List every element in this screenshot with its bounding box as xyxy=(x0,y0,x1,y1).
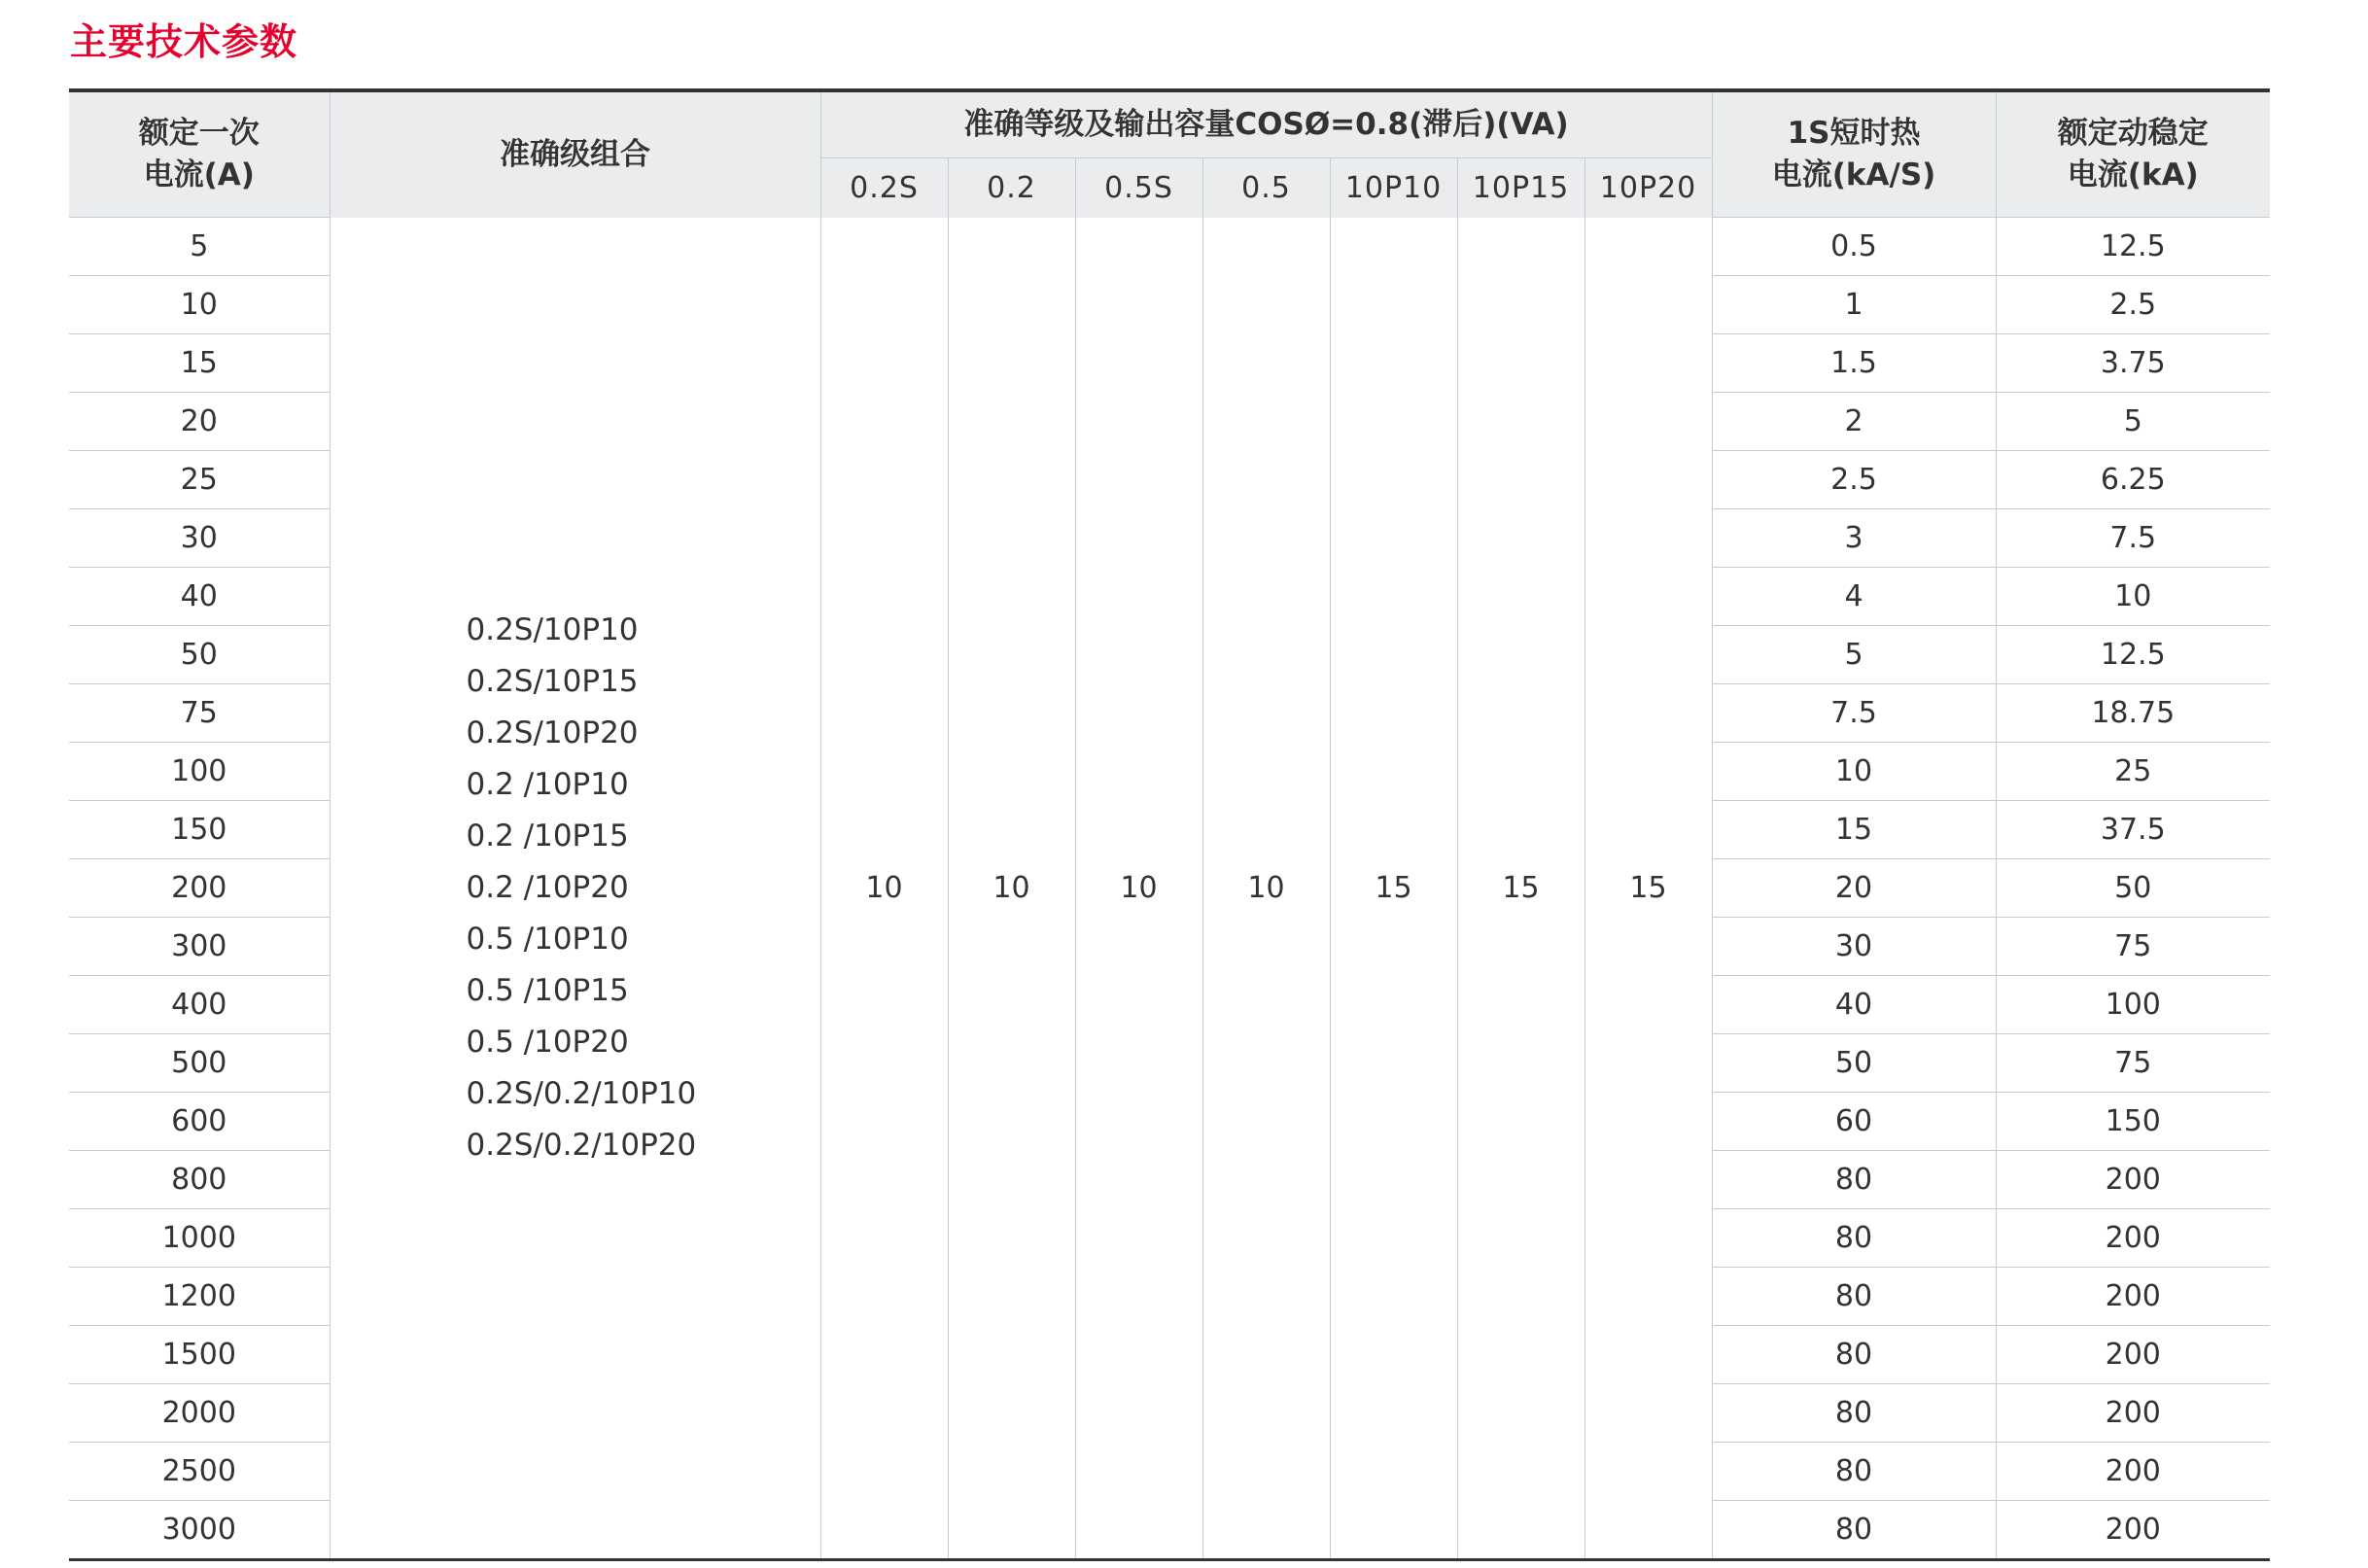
short-time-thermal-cell: 2.5 xyxy=(1712,451,1996,509)
output-capacity-cell: 10 xyxy=(1075,218,1202,1560)
short-time-thermal-cell: 1.5 xyxy=(1712,334,1996,393)
short-time-thermal-cell: 80 xyxy=(1712,1443,1996,1501)
rated-current-cell: 400 xyxy=(69,976,330,1034)
dynamic-stable-cell: 100 xyxy=(1996,976,2270,1034)
dynamic-stable-cell: 50 xyxy=(1996,859,2270,918)
dynamic-stable-cell: 18.75 xyxy=(1996,684,2270,743)
short-time-thermal-cell: 80 xyxy=(1712,1501,1996,1560)
short-time-thermal-cell: 80 xyxy=(1712,1209,1996,1268)
header-short-time-thermal-current: 1S短时热 电流(kA/S) xyxy=(1712,90,1996,218)
output-capacity-cell: 15 xyxy=(1584,218,1712,1560)
output-capacity-cell: 15 xyxy=(1457,218,1584,1560)
short-time-thermal-cell: 5 xyxy=(1712,626,1996,684)
dynamic-stable-cell: 150 xyxy=(1996,1093,2270,1151)
dynamic-stable-cell: 25 xyxy=(1996,743,2270,801)
accuracy-combination-list xyxy=(331,605,820,1171)
short-time-thermal-cell: 4 xyxy=(1712,568,1996,626)
header-accuracy-combination: 准确级组合 xyxy=(330,90,820,218)
accuracy-combination-item: 0.2 /10P15 xyxy=(466,818,629,854)
rated-current-cell: 200 xyxy=(69,859,330,918)
accuracy-combination-item: 0.2S/10P10 xyxy=(466,611,639,647)
rated-current-cell: 600 xyxy=(69,1093,330,1151)
short-time-thermal-cell: 30 xyxy=(1712,918,1996,976)
accuracy-combination-item: 0.2 /10P10 xyxy=(466,766,629,802)
technical-parameters-table xyxy=(69,88,2270,1561)
table-row xyxy=(69,218,2270,276)
dynamic-stable-cell: 200 xyxy=(1996,1209,2270,1268)
output-capacity-cell: 10 xyxy=(948,218,1075,1560)
rated-current-cell: 300 xyxy=(69,918,330,976)
short-time-thermal-cell: 80 xyxy=(1712,1151,1996,1209)
short-time-thermal-cell: 15 xyxy=(1712,801,1996,859)
rated-current-cell: 15 xyxy=(69,334,330,393)
rated-current-cell: 100 xyxy=(69,743,330,801)
accuracy-combination-item: 0.2S/10P15 xyxy=(466,663,639,699)
rated-current-cell: 2500 xyxy=(69,1443,330,1501)
dynamic-stable-cell: 200 xyxy=(1996,1384,2270,1443)
rated-current-cell: 20 xyxy=(69,393,330,451)
accuracy-combination-item: 0.2S/0.2/10P10 xyxy=(466,1075,697,1111)
rated-current-cell: 800 xyxy=(69,1151,330,1209)
rated-current-cell: 1200 xyxy=(69,1268,330,1326)
header-class-0-2: 0.2 xyxy=(948,158,1075,218)
accuracy-combination-item: 0.2S/10P20 xyxy=(466,714,639,750)
short-time-thermal-cell: 40 xyxy=(1712,976,1996,1034)
short-time-thermal-cell: 10 xyxy=(1712,743,1996,801)
rated-current-cell: 25 xyxy=(69,451,330,509)
header-class-10p15: 10P15 xyxy=(1457,158,1584,218)
short-time-thermal-cell: 0.5 xyxy=(1712,218,1996,276)
header-class-0-5s: 0.5S xyxy=(1075,158,1202,218)
header-rated-primary-current: 额定一次 电流(A) xyxy=(69,90,330,218)
rated-current-cell: 30 xyxy=(69,509,330,568)
header-dynamic-stable-current: 额定动稳定 电流(kA) xyxy=(1996,90,2270,218)
accuracy-combination-item: 0.5 /10P10 xyxy=(466,921,629,957)
header-class-10p10: 10P10 xyxy=(1330,158,1457,218)
short-time-thermal-cell: 60 xyxy=(1712,1093,1996,1151)
table-body xyxy=(69,218,2270,1560)
accuracy-combination-cell xyxy=(330,218,820,1560)
header-accuracy-capacity-group: 准确等级及输出容量COSØ=0.8(滞后)(VA) xyxy=(820,90,1712,158)
dynamic-stable-cell: 200 xyxy=(1996,1443,2270,1501)
short-time-thermal-cell: 50 xyxy=(1712,1034,1996,1093)
rated-current-cell: 10 xyxy=(69,276,330,334)
rated-current-cell: 50 xyxy=(69,626,330,684)
rated-current-cell: 40 xyxy=(69,568,330,626)
dynamic-stable-cell: 5 xyxy=(1996,393,2270,451)
dynamic-stable-cell: 10 xyxy=(1996,568,2270,626)
dynamic-stable-cell: 6.25 xyxy=(1996,451,2270,509)
header-class-0-5: 0.5 xyxy=(1202,158,1330,218)
rated-current-cell: 5 xyxy=(69,218,330,276)
output-capacity-cell: 10 xyxy=(1202,218,1330,1560)
rated-current-cell: 75 xyxy=(69,684,330,743)
accuracy-combination-item: 0.2 /10P20 xyxy=(466,869,629,905)
accuracy-combination-item: 0.5 /10P20 xyxy=(466,1024,629,1060)
dynamic-stable-cell: 2.5 xyxy=(1996,276,2270,334)
short-time-thermal-cell: 80 xyxy=(1712,1326,1996,1384)
short-time-thermal-cell: 2 xyxy=(1712,393,1996,451)
short-time-thermal-cell: 1 xyxy=(1712,276,1996,334)
dynamic-stable-cell: 200 xyxy=(1996,1268,2270,1326)
output-capacity-cell: 15 xyxy=(1330,218,1457,1560)
dynamic-stable-cell: 75 xyxy=(1996,918,2270,976)
rated-current-cell: 1000 xyxy=(69,1209,330,1268)
rated-current-cell: 150 xyxy=(69,801,330,859)
short-time-thermal-cell: 80 xyxy=(1712,1384,1996,1443)
section-title: 主要技术参数 xyxy=(70,20,298,63)
rated-current-cell: 2000 xyxy=(69,1384,330,1443)
dynamic-stable-cell: 37.5 xyxy=(1996,801,2270,859)
dynamic-stable-cell: 12.5 xyxy=(1996,626,2270,684)
short-time-thermal-cell: 7.5 xyxy=(1712,684,1996,743)
dynamic-stable-cell: 200 xyxy=(1996,1151,2270,1209)
accuracy-combination-item: 0.5 /10P15 xyxy=(466,972,629,1008)
short-time-thermal-cell: 3 xyxy=(1712,509,1996,568)
rated-current-cell: 1500 xyxy=(69,1326,330,1384)
dynamic-stable-cell: 7.5 xyxy=(1996,509,2270,568)
dynamic-stable-cell: 12.5 xyxy=(1996,218,2270,276)
header-class-0-2s: 0.2S xyxy=(820,158,948,218)
dynamic-stable-cell: 75 xyxy=(1996,1034,2270,1093)
dynamic-stable-cell: 3.75 xyxy=(1996,334,2270,393)
dynamic-stable-cell: 200 xyxy=(1996,1326,2270,1384)
accuracy-combination-item: 0.2S/0.2/10P20 xyxy=(466,1127,697,1163)
dynamic-stable-cell: 200 xyxy=(1996,1501,2270,1560)
short-time-thermal-cell: 80 xyxy=(1712,1268,1996,1326)
rated-current-cell: 3000 xyxy=(69,1501,330,1560)
rated-current-cell: 500 xyxy=(69,1034,330,1093)
header-class-10p20: 10P20 xyxy=(1584,158,1712,218)
short-time-thermal-cell: 20 xyxy=(1712,859,1996,918)
output-capacity-cell: 10 xyxy=(820,218,948,1560)
